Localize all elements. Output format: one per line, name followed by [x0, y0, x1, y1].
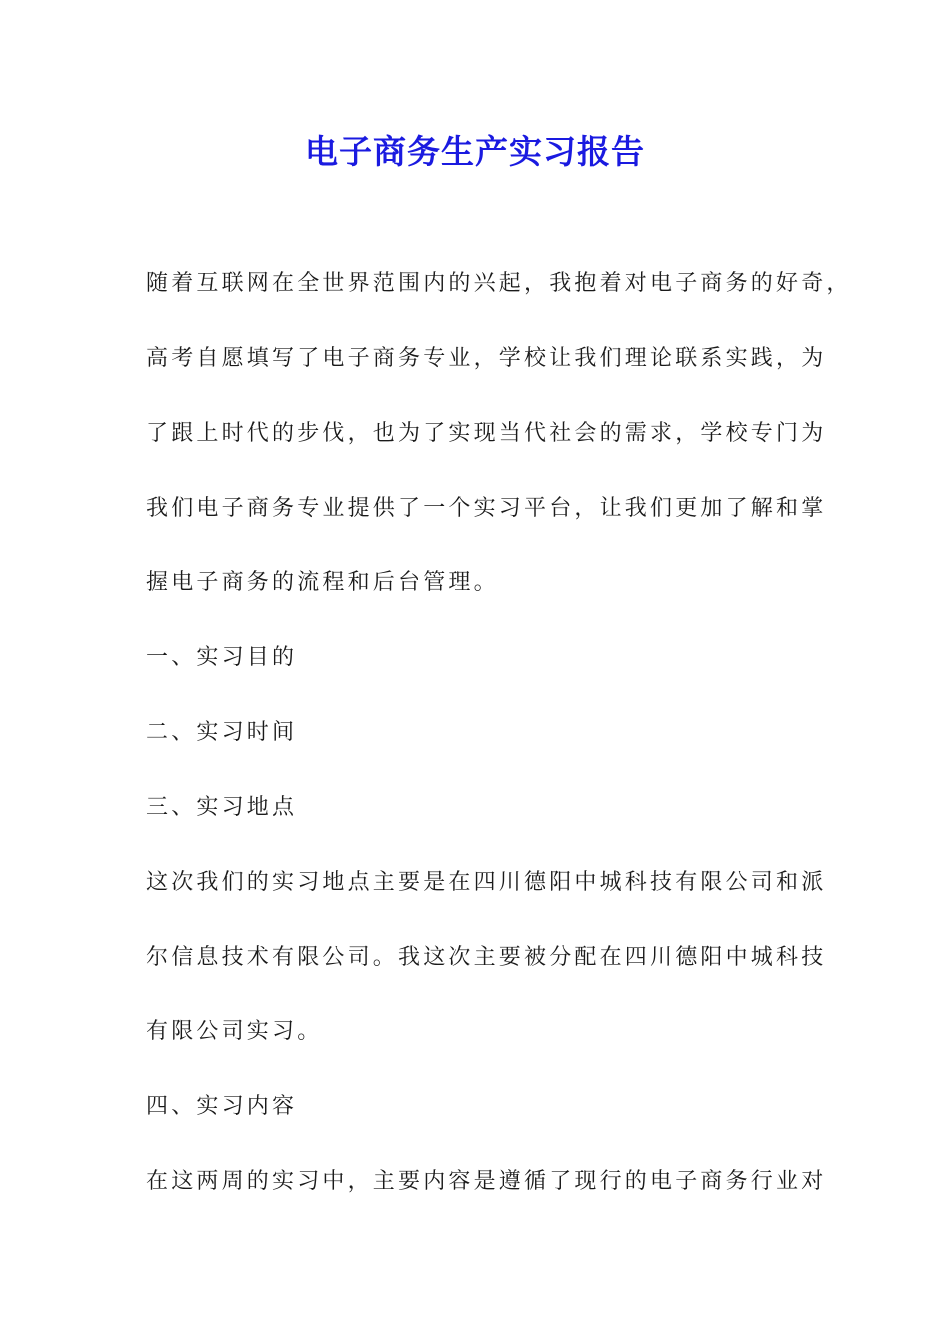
section-heading-content: 四、实习内容: [146, 1094, 298, 1119]
body-line: 这次我们的实习地点主要是在四川德阳中城科技有限公司和派: [146, 870, 827, 895]
body-line: 在这两周的实习中，主要内容是遵循了现行的电子商务行业对: [146, 1169, 827, 1194]
body-line: 握电子商务的流程和后台管理。: [146, 570, 499, 595]
body-line: 尔信息技术有限公司。我这次主要被分配在四川德阳中城科技: [146, 945, 827, 970]
body-line: 我们电子商务专业提供了一个实习平台，让我们更加了解和掌: [146, 496, 827, 521]
body-line: 高考自愿填写了电子商务专业，学校让我们理论联系实践，为: [146, 346, 827, 371]
body-line: 有限公司实习。: [146, 1019, 323, 1044]
section-heading-location: 三、实习地点: [146, 795, 298, 820]
body-line: 了跟上时代的步伐，也为了实现当代社会的需求，学校专门为: [146, 421, 827, 446]
section-heading-time: 二、实习时间: [146, 720, 298, 745]
section-heading-purpose: 一、实习目的: [146, 645, 298, 670]
document-title: 电子商务生产实习报告: [305, 132, 645, 171]
body-line: 随着互联网在全世界范围内的兴起，我抱着对电子商务的好奇，: [146, 271, 852, 296]
